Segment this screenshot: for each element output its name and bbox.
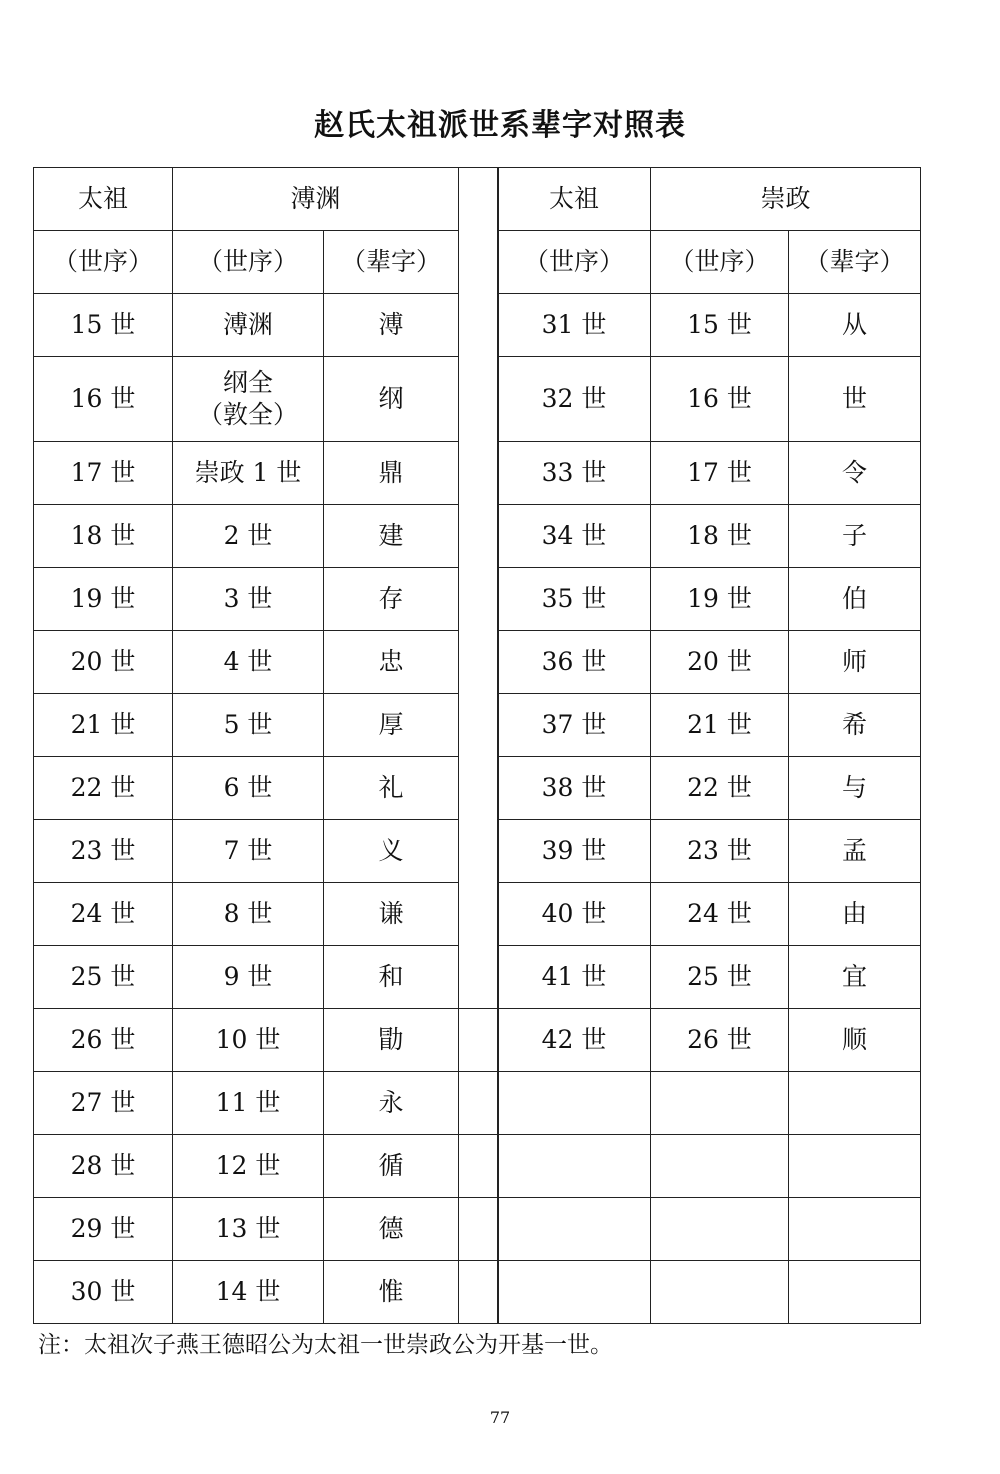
generation-character-cell: 伯 xyxy=(789,568,921,631)
generation-character-cell: 厚 xyxy=(324,694,459,757)
page-title: 赵氏太祖派世系辈字对照表 xyxy=(314,108,686,143)
right-lineage-table xyxy=(497,167,921,1324)
generation-cell: 28 世 xyxy=(34,1135,173,1198)
table-row xyxy=(498,357,921,442)
table-row xyxy=(34,883,499,946)
generation-cell xyxy=(498,1198,651,1261)
left-lineage-table xyxy=(33,167,499,1324)
generation-character-cell xyxy=(789,1072,921,1135)
generation-cell xyxy=(498,1261,651,1324)
page-number: 77 xyxy=(489,1408,511,1427)
gap-column-cell xyxy=(459,168,499,294)
branch-generation-cell: 11 世 xyxy=(173,1072,324,1135)
branch-generation-cell: 17 世 xyxy=(651,442,789,505)
table-row xyxy=(34,1135,499,1198)
branch-generation-cell: 20 世 xyxy=(651,631,789,694)
right-header-branch: 崇政 xyxy=(651,168,921,231)
branch-generation-cell: 16 世 xyxy=(651,357,789,442)
gap-column-cell xyxy=(459,1198,499,1261)
table-row xyxy=(498,568,921,631)
generation-character-cell: 从 xyxy=(789,294,921,357)
generation-character-cell: 宜 xyxy=(789,946,921,1009)
branch-generation-cell: 纲全 （敦全） xyxy=(173,357,324,442)
branch-generation-cell: 21 世 xyxy=(651,694,789,757)
left-subheader-row xyxy=(34,231,499,294)
generation-cell xyxy=(498,1135,651,1198)
generation-cell: 26 世 xyxy=(34,1009,173,1072)
table-row xyxy=(34,1009,499,1072)
branch-generation-cell: 24 世 xyxy=(651,883,789,946)
generation-cell: 19 世 xyxy=(34,568,173,631)
generation-cell: 39 世 xyxy=(498,820,651,883)
table-row xyxy=(498,442,921,505)
branch-generation-cell: 9 世 xyxy=(173,946,324,1009)
gap-column-cell xyxy=(459,1261,499,1324)
branch-generation-cell: 23 世 xyxy=(651,820,789,883)
generation-character-cell xyxy=(789,1135,921,1198)
table-row xyxy=(498,631,921,694)
generation-character-cell: 德 xyxy=(324,1198,459,1261)
branch-generation-cell xyxy=(651,1198,789,1261)
branch-generation-cell xyxy=(651,1135,789,1198)
gap-column-cell xyxy=(459,1135,499,1198)
generation-cell: 25 世 xyxy=(34,946,173,1009)
generation-character-cell: 孟 xyxy=(789,820,921,883)
branch-generation-cell: 溥渊 xyxy=(173,294,324,357)
generation-character-cell: 勖 xyxy=(324,1009,459,1072)
generation-character-cell: 师 xyxy=(789,631,921,694)
table-row xyxy=(498,946,921,1009)
generation-cell: 15 世 xyxy=(34,294,173,357)
generation-cell: 16 世 xyxy=(34,357,173,442)
table-row xyxy=(498,1072,921,1135)
table-row xyxy=(34,1198,499,1261)
right-subheader-row xyxy=(498,231,921,294)
gap-column-cell xyxy=(459,357,499,442)
table-row xyxy=(34,757,499,820)
generation-cell: 35 世 xyxy=(498,568,651,631)
gap-column-cell xyxy=(459,1072,499,1135)
right-header-row xyxy=(498,168,921,231)
branch-generation-cell: 26 世 xyxy=(651,1009,789,1072)
generation-cell: 17 世 xyxy=(34,442,173,505)
table-row xyxy=(34,631,499,694)
branch-generation-cell: 5 世 xyxy=(173,694,324,757)
gap-column-cell xyxy=(459,757,499,820)
generation-character-cell: 溥 xyxy=(324,294,459,357)
generation-character-cell: 鼎 xyxy=(324,442,459,505)
table-row xyxy=(498,1009,921,1072)
branch-generation-cell: 18 世 xyxy=(651,505,789,568)
generation-character-cell: 希 xyxy=(789,694,921,757)
branch-generation-cell: 13 世 xyxy=(173,1198,324,1261)
table-row xyxy=(498,1261,921,1324)
footnote: 注：太祖次子燕王德昭公为太祖一世崇政公为开基一世。 xyxy=(38,1332,613,1358)
branch-generation-cell: 25 世 xyxy=(651,946,789,1009)
gap-column-cell xyxy=(459,442,499,505)
table-row xyxy=(34,1072,499,1135)
table-row xyxy=(34,694,499,757)
right-header-taizu: 太祖 xyxy=(498,168,651,231)
gap-column-cell xyxy=(459,568,499,631)
generation-character-cell: 惟 xyxy=(324,1261,459,1324)
generation-character-cell: 纲 xyxy=(324,357,459,442)
branch-generation-cell: 4 世 xyxy=(173,631,324,694)
generation-character-cell: 存 xyxy=(324,568,459,631)
table-row xyxy=(498,505,921,568)
table-row xyxy=(498,694,921,757)
gap-column-cell xyxy=(459,694,499,757)
table-row xyxy=(34,946,499,1009)
left-header-taizu: 太祖 xyxy=(34,168,173,231)
table-row xyxy=(34,1261,499,1324)
gap-column-cell xyxy=(459,505,499,568)
branch-generation-cell: 6 世 xyxy=(173,757,324,820)
left-header-branch: 溥渊 xyxy=(173,168,459,231)
branch-generation-cell: 10 世 xyxy=(173,1009,324,1072)
generation-character-cell: 谦 xyxy=(324,883,459,946)
branch-generation-cell: 8 世 xyxy=(173,883,324,946)
generation-character-cell: 忠 xyxy=(324,631,459,694)
branch-generation-cell: 19 世 xyxy=(651,568,789,631)
table-row xyxy=(34,820,499,883)
table-row xyxy=(34,568,499,631)
generation-cell: 33 世 xyxy=(498,442,651,505)
branch-generation-cell xyxy=(651,1261,789,1324)
table-row xyxy=(34,294,499,357)
generation-character-cell: 世 xyxy=(789,357,921,442)
branch-generation-cell: 12 世 xyxy=(173,1135,324,1198)
generation-cell xyxy=(498,1072,651,1135)
generation-cell: 30 世 xyxy=(34,1261,173,1324)
generation-character-cell: 循 xyxy=(324,1135,459,1198)
left-subheader-1: （世序） xyxy=(173,231,324,294)
table-row xyxy=(498,294,921,357)
generation-cell: 21 世 xyxy=(34,694,173,757)
generation-character-cell: 礼 xyxy=(324,757,459,820)
gap-column-cell xyxy=(459,946,499,1009)
table-row xyxy=(498,820,921,883)
branch-generation-cell: 7 世 xyxy=(173,820,324,883)
generation-cell: 42 世 xyxy=(498,1009,651,1072)
table-row xyxy=(498,883,921,946)
generation-character-cell: 建 xyxy=(324,505,459,568)
branch-generation-cell: 3 世 xyxy=(173,568,324,631)
generation-cell: 37 世 xyxy=(498,694,651,757)
generation-cell: 29 世 xyxy=(34,1198,173,1261)
left-header-row xyxy=(34,168,499,231)
right-subheader-2: （辈字） xyxy=(789,231,921,294)
generation-cell: 31 世 xyxy=(498,294,651,357)
left-subheader-2: （辈字） xyxy=(324,231,459,294)
branch-generation-cell: 15 世 xyxy=(651,294,789,357)
generation-character-cell: 子 xyxy=(789,505,921,568)
generation-cell: 27 世 xyxy=(34,1072,173,1135)
branch-generation-cell: 崇政 1 世 xyxy=(173,442,324,505)
generation-cell: 22 世 xyxy=(34,757,173,820)
table-row xyxy=(34,357,499,442)
generation-character-cell: 顺 xyxy=(789,1009,921,1072)
table-row xyxy=(34,442,499,505)
branch-generation-cell xyxy=(651,1072,789,1135)
generation-character-cell xyxy=(789,1261,921,1324)
gap-column-cell xyxy=(459,820,499,883)
left-subheader-0: （世序） xyxy=(34,231,173,294)
generation-cell: 18 世 xyxy=(34,505,173,568)
gap-column-cell xyxy=(459,1009,499,1072)
generation-character-cell: 义 xyxy=(324,820,459,883)
table-row xyxy=(34,505,499,568)
generation-character-cell xyxy=(789,1198,921,1261)
generation-cell: 23 世 xyxy=(34,820,173,883)
generation-cell: 20 世 xyxy=(34,631,173,694)
generation-character-cell: 永 xyxy=(324,1072,459,1135)
generation-cell: 24 世 xyxy=(34,883,173,946)
right-subheader-1: （世序） xyxy=(651,231,789,294)
gap-column-cell xyxy=(459,631,499,694)
generation-cell: 34 世 xyxy=(498,505,651,568)
generation-cell: 32 世 xyxy=(498,357,651,442)
generation-character-cell: 和 xyxy=(324,946,459,1009)
branch-generation-cell: 22 世 xyxy=(651,757,789,820)
table-row xyxy=(498,757,921,820)
generation-character-cell: 由 xyxy=(789,883,921,946)
gap-column-cell xyxy=(459,294,499,357)
generation-cell: 38 世 xyxy=(498,757,651,820)
table-row xyxy=(498,1135,921,1198)
generation-cell: 40 世 xyxy=(498,883,651,946)
right-subheader-0: （世序） xyxy=(498,231,651,294)
branch-generation-cell: 14 世 xyxy=(173,1261,324,1324)
generation-character-cell: 令 xyxy=(789,442,921,505)
generation-cell: 36 世 xyxy=(498,631,651,694)
table-row xyxy=(498,1198,921,1261)
gap-column-cell xyxy=(459,883,499,946)
generation-character-cell: 与 xyxy=(789,757,921,820)
generation-cell: 41 世 xyxy=(498,946,651,1009)
branch-generation-cell: 2 世 xyxy=(173,505,324,568)
